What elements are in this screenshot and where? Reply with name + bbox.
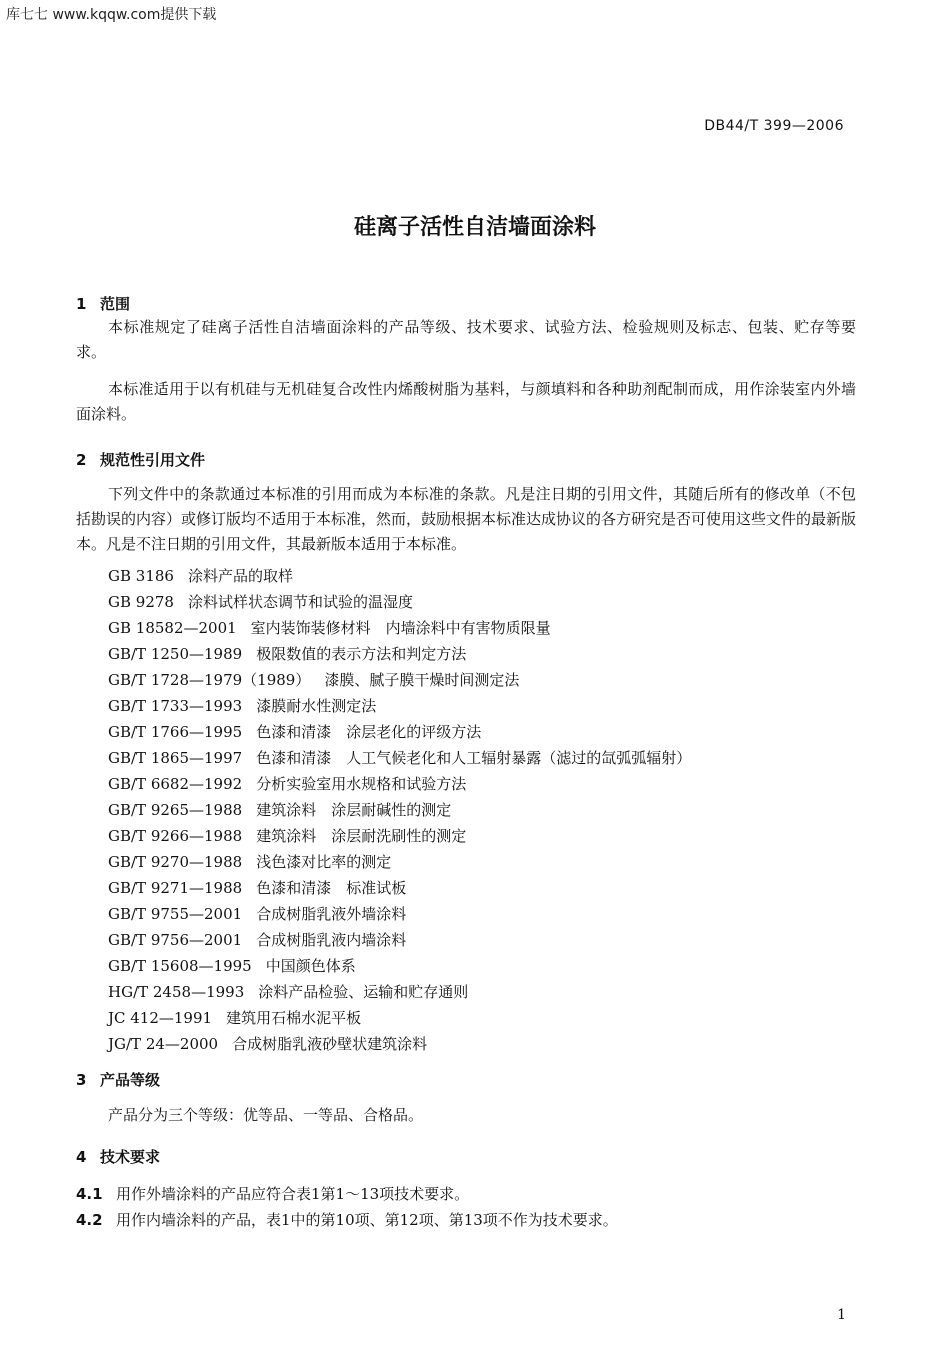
reference-title: 合成树脂乳液内墙涂料: [256, 931, 407, 949]
reference-code: GB/T 6682—1992: [108, 775, 243, 793]
reference-title: 合成树脂乳液外墙涂料: [256, 905, 407, 923]
reference-code: HG/T 2458—1993: [108, 983, 245, 1001]
reference-code: GB/T 9266—1988: [108, 827, 243, 845]
reference-item: [108, 1031, 691, 1057]
reference-item: [108, 615, 691, 641]
reference-item: [108, 589, 691, 615]
reference-item: [108, 1005, 691, 1031]
reference-code: GB 3186: [108, 567, 174, 585]
reference-code: GB/T 9265—1988: [108, 801, 243, 819]
section-number: 3: [76, 1071, 87, 1089]
reference-code: GB/T 9755—2001: [108, 905, 243, 923]
reference-item: [108, 641, 691, 667]
reference-code: JG/T 24—2000: [108, 1035, 219, 1053]
reference-title: 建筑用石棉水泥平板: [226, 1009, 362, 1027]
section-title: 技术要求: [100, 1148, 161, 1166]
clause-number: 4.1: [76, 1185, 103, 1203]
section-4-heading: [76, 1146, 160, 1167]
reference-code: GB/T 9270—1988: [108, 853, 243, 871]
reference-code: GB/T 9756—2001: [108, 931, 243, 949]
clause-text: 用作内墙涂料的产品，表1中的第10项、第12项、第13项不作为技术要求。: [116, 1211, 618, 1229]
watermark-text: 库七七 www.kqqw.com提供下载: [6, 7, 217, 23]
reference-code: GB/T 1865—1997: [108, 749, 243, 767]
reference-title: 漆膜、腻子膜干燥时间测定法: [324, 671, 520, 689]
reference-title: 合成树脂乳液砂壁状建筑涂料: [232, 1035, 428, 1053]
reference-title: 建筑涂料 涂层耐碱性的测定: [256, 801, 452, 819]
reference-item: [108, 849, 691, 875]
clause-4-2: [76, 1208, 618, 1232]
reference-title: 极限数值的表示方法和判定方法: [256, 645, 467, 663]
reference-title: 室内装饰装修材料 内墙涂料中有害物质限量: [250, 619, 551, 637]
reference-title: 色漆和清漆 涂层老化的评级方法: [256, 723, 482, 741]
reference-code: GB/T 1728—1979（1989）: [108, 671, 311, 689]
clause-text: 用作外墙涂料的产品应符合表1第1～13项技术要求。: [116, 1185, 470, 1203]
section-number: 4: [76, 1148, 87, 1166]
section-number: 1: [76, 295, 87, 313]
section-title: 产品等级: [100, 1071, 161, 1089]
section-2-heading: [76, 449, 205, 470]
section-2-intro: 下列文件中的条款通过本标准的引用而成为本标准的条款。凡是注日期的引用文件，其随后所有的修改单（不包括勘误的内容）或修订版均不适用于本标准，然而，鼓励根据本标准达成协议的各方研究是否可使用这些文件的最新版本。凡是不注日期的引用文件，其最新版本适用于本标准。: [76, 485, 857, 553]
reference-item: [108, 927, 691, 953]
reference-item: [108, 901, 691, 927]
reference-item: [108, 719, 691, 745]
reference-item: [108, 745, 691, 771]
reference-title: 浅色漆对比率的测定: [256, 853, 392, 871]
section-1-heading: [76, 293, 130, 314]
reference-item: [108, 771, 691, 797]
reference-item: [108, 797, 691, 823]
reference-code: GB/T 1733—1993: [108, 697, 243, 715]
reference-item: [108, 667, 691, 693]
reference-item: [108, 693, 691, 719]
reference-item: [108, 563, 691, 589]
reference-title: 涂料产品检验、运输和贮存通则: [258, 983, 469, 1001]
reference-title: 涂料试样状态调节和试验的温湿度: [187, 593, 413, 611]
clause-4-1: [76, 1182, 469, 1206]
reference-item: [108, 823, 691, 849]
reference-title: 漆膜耐水性测定法: [256, 697, 377, 715]
clause-number: 4.2: [76, 1211, 103, 1229]
reference-code: GB/T 15608—1995: [108, 957, 252, 975]
reference-list: [108, 563, 691, 1057]
section-1-paragraph-1: 本标准规定了硅离子活性自洁墙面涂料的产品等级、技术要求、试验方法、检验规则及标志、包装、贮存等要求。: [76, 318, 856, 361]
section-title: 范围: [100, 295, 131, 313]
reference-code: GB 18582—2001: [108, 619, 237, 637]
page-number: 1: [837, 1307, 846, 1323]
reference-title: 色漆和清漆 标准试板: [256, 879, 407, 897]
section-number: 2: [76, 451, 87, 469]
reference-title: 建筑涂料 涂层耐洗刷性的测定: [256, 827, 467, 845]
standard-code: DB44/T 399—2006: [704, 118, 844, 134]
reference-code: JC 412—1991: [108, 1009, 213, 1027]
reference-item: [108, 875, 691, 901]
reference-code: GB/T 9271—1988: [108, 879, 243, 897]
section-1-paragraph-2: 本标准适用于以有机硅与无机硅复合改性内烯酸树脂为基料，与颜填料和各种助剂配制而成，用作涂装室内外墙面涂料。: [76, 380, 856, 423]
reference-item: [108, 979, 691, 1005]
reference-code: GB/T 1766—1995: [108, 723, 243, 741]
reference-title: 涂料产品的取样: [187, 567, 293, 585]
reference-code: GB 9278: [108, 593, 174, 611]
reference-title: 分析实验室用水规格和试验方法: [256, 775, 467, 793]
section-3-text: 产品分为三个等级：优等品、一等品、合格品。: [108, 1106, 424, 1124]
reference-title: 色漆和清漆 人工气候老化和人工辐射暴露（滤过的氙弧弧辐射）: [256, 749, 692, 767]
section-title: 规范性引用文件: [100, 451, 206, 469]
section-3-heading: [76, 1069, 160, 1090]
reference-item: [108, 953, 691, 979]
document-title: 硅离子活性自洁墙面涂料: [353, 215, 596, 240]
reference-title: 中国颜色体系: [265, 957, 356, 975]
reference-code: GB/T 1250—1989: [108, 645, 243, 663]
